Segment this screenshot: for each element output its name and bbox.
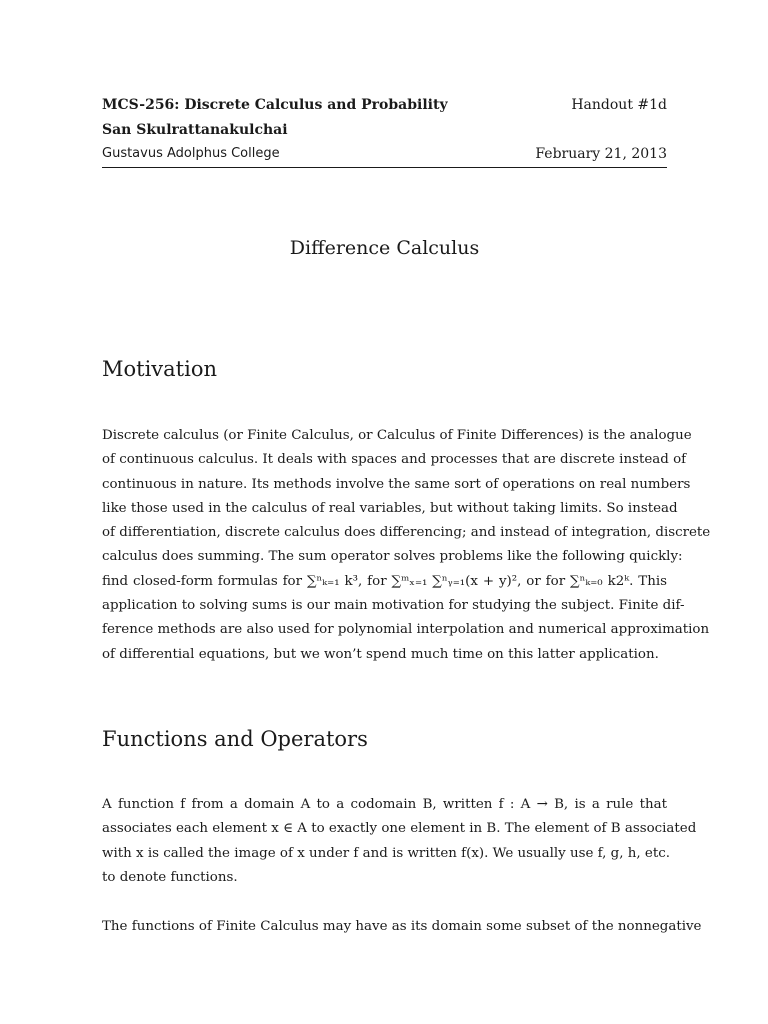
paragraph-line: continuous in nature. Its methods involve the same sort of operations on real numbers [102,476,691,492]
functions-paragraph-2 [102,915,702,939]
paragraph-line: ference methods are also used for polynomial interpolation and numerical approximation [102,622,710,638]
paragraph-line: of differentiation, discrete calculus does differencing; and instead of integration, discrete [102,525,711,541]
paragraph-line: Discrete calculus (or Finite Calculus, or Calculus of Finite Differences) is the analogue [102,428,692,443]
handout-number: Handout #1d [571,97,667,113]
header-rule [102,167,667,168]
section-heading-functions: Functions and Operators [102,727,368,751]
paragraph-line: of continuous calculus. It deals with spaces and processes that are discrete instead of [102,452,687,468]
paragraph-line: A function f from a domain A to a codomain B, written f : A → B, is a rule that [102,797,667,812]
header-row-2 [102,120,667,140]
functions-paragraph [102,793,697,890]
paragraph-line: of differential equations, but we won’t spend much time on this latter application. [102,646,659,662]
header-row-1 [102,95,667,115]
course-title: MCS-256: Discrete Calculus and Probability [102,97,448,113]
paragraph-line: application to solving sums is our main motivation for studying the subject. Finite dif- [102,598,685,614]
document-page [102,0,711,1024]
institution-name: Gustavus Adolphus College [102,146,280,161]
header-row-3 [102,144,667,164]
paragraph-line: to denote functions. [102,869,238,885]
handout-date: February 21, 2013 [535,146,667,162]
paragraph-line: like those used in the calculus of real variables, but without taking limits. So instead [102,500,678,516]
paragraph-line: find closed-form formulas for ∑ⁿₖ₌₁ k³, for ∑ᵐₓ₌₁ ∑ⁿᵧ₌₁(x + y)², or for ∑ⁿₖ₌₀ k2ᵏ. This [102,573,667,589]
author-name: San Skulrattanakulchai [102,122,288,138]
document-title: Difference Calculus [289,237,480,259]
paragraph-line: The functions of Finite Calculus may have as its domain some subset of the nonnegative [102,919,702,934]
paragraph-line: calculus does summing. The sum operator solves problems like the following quickly: [102,549,683,565]
paragraph-line: associates each element x ∈ A to exactly one element in B. The element of B associated [102,821,697,837]
motivation-paragraph [102,424,711,667]
section-heading-motivation: Motivation [102,357,218,381]
paragraph-line: with x is called the image of x under f and is written f(x). We usually use f, g, h, etc. [102,845,670,861]
